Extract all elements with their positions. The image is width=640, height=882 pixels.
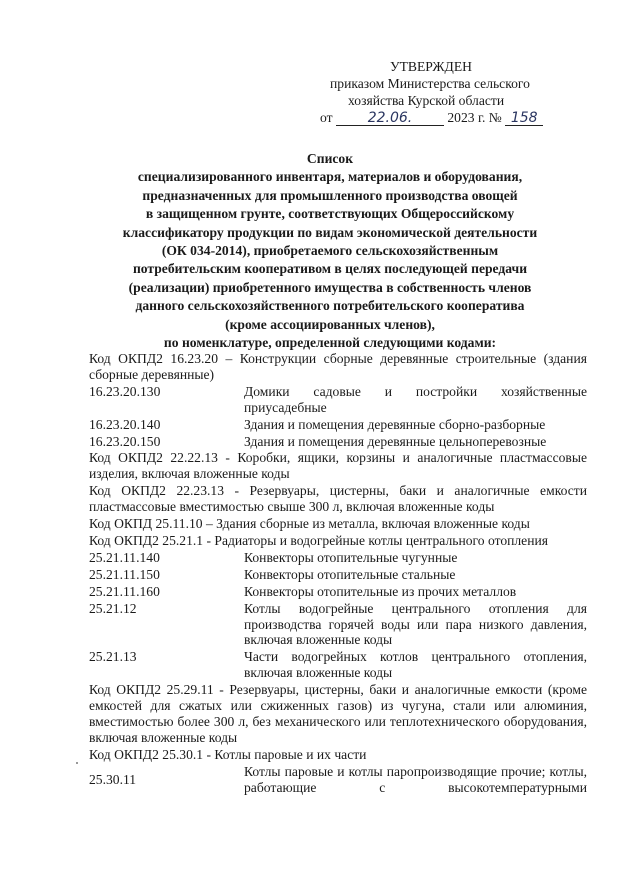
code-group-heading: Код ОКПД2 25.30.1 - Котлы паровые и их части bbox=[89, 746, 367, 762]
code-row bbox=[89, 584, 587, 600]
code-number: 16.23.20.150 bbox=[89, 433, 161, 449]
code-row bbox=[89, 417, 587, 433]
title-line: Список bbox=[306, 151, 354, 166]
code-description: Здания и помещения деревянные цельноперевозные bbox=[244, 433, 547, 449]
title-line: в защищенном грунте, соответствующих Общероссийскому bbox=[145, 206, 515, 222]
title-line: по номенклатуре, определенной следующими кодами: bbox=[163, 335, 497, 351]
code-number: 16.23.20.130 bbox=[89, 383, 161, 399]
code-row bbox=[89, 567, 587, 583]
code-row bbox=[89, 550, 587, 566]
title-line: потребительским кооперативом в целях последующей передачи bbox=[132, 261, 528, 277]
date-field bbox=[336, 111, 444, 126]
approval-date-line bbox=[320, 109, 590, 126]
title-line: данного сельскохозяйственного потребительского кооператива bbox=[135, 298, 525, 314]
handwritten-number: 158 bbox=[510, 110, 538, 126]
code-group-heading: Код ОКПД2 25.21.1 - Радиаторы и водогрейные котлы центрального отопления bbox=[89, 532, 549, 548]
code-description: Домики садовые и постройки хозяйственные приусадебные bbox=[244, 383, 587, 415]
code-row bbox=[89, 434, 587, 450]
code-number: 25.21.11.150 bbox=[89, 566, 160, 582]
number-field bbox=[505, 111, 543, 126]
code-group-heading: Код ОКПД2 16.23.20 – Конструкции сборные деревянные строительные (здания сборные деревянные) bbox=[89, 351, 587, 382]
code-number: 25.21.11.160 bbox=[89, 583, 160, 599]
approval-block bbox=[320, 58, 590, 126]
title-line: (ОК 034-2014), приобретаемого сельскохозяйственным bbox=[161, 243, 499, 259]
code-number: 25.21.13 bbox=[89, 649, 137, 665]
title-line: классификатору продукции по видам экономической деятельности bbox=[122, 224, 538, 240]
title-line: (реализации) приобретенного имущества в собственность членов bbox=[128, 279, 532, 295]
code-number: 25.30.11 bbox=[89, 771, 137, 787]
code-row bbox=[89, 649, 587, 681]
code-group-heading: Код ОКПД2 25.29.11 - Резервуары, цистерны, баки и аналогичные емкости (кроме емкостей для сжатых или сжиженных газов) из чугуна, стали или алюминия, вместимостью более 300 л, без механического или теплотехнического оборудования, включая вложенные коды bbox=[89, 682, 587, 745]
code-description: Котлы водогрейные центрального отопления для производства горячей воды или пара низкого давления, включая вложенные коды bbox=[244, 600, 587, 648]
code-list bbox=[89, 351, 587, 796]
handwritten-date: 22.06. bbox=[367, 110, 413, 126]
code-description: Конвекторы отопительные чугунные bbox=[244, 549, 458, 565]
code-group-heading: Код ОКПД2 22.22.13 - Коробки, ящики, корзины и аналогичные пластмассовые изделия, включая вложенные коды bbox=[89, 450, 587, 482]
code-row bbox=[89, 764, 587, 796]
code-description: Части водогрейных котлов центрального отопления, включая вложенные коды bbox=[244, 649, 587, 681]
from-label: от bbox=[320, 110, 333, 125]
code-group-heading: Код ОКПД2 22.23.13 - Резервуары, цистерны, баки и аналогичные емкости пластмассовые вместимостью свыше 300 л, включая вложенные коды bbox=[89, 483, 587, 515]
code-number: 25.21.12 bbox=[89, 600, 137, 616]
approval-ministry-line: хозяйства Курской области bbox=[348, 93, 505, 108]
code-number: 25.21.11.140 bbox=[89, 549, 160, 565]
code-description: Конвекторы отопительные стальные bbox=[244, 566, 456, 582]
title-line: (кроме ассоциированных членов), bbox=[225, 316, 435, 332]
code-description: Здания и помещения деревянные сборно-разборные bbox=[244, 416, 546, 432]
code-row bbox=[89, 384, 587, 416]
code-number: 16.23.20.140 bbox=[89, 416, 161, 432]
code-description: Котлы паровые и котлы паропроизводящие прочие; котлы, работающие с высокотемпературными bbox=[244, 763, 587, 795]
approved-heading: УТВЕРЖДЕН bbox=[390, 59, 472, 74]
code-description: Конвекторы отопительные из прочих металлов bbox=[244, 583, 517, 599]
title-line: предназначенных для промышленного производства овощей bbox=[142, 187, 518, 203]
year-number-label: 2023 г. № bbox=[447, 110, 502, 125]
scan-speck bbox=[76, 762, 78, 764]
document-title bbox=[80, 150, 580, 352]
approval-order-line: приказом Министерства сельского bbox=[330, 76, 530, 91]
code-row bbox=[89, 601, 587, 649]
title-line: специализированного инвентаря, материалов и оборудования, bbox=[137, 169, 523, 185]
code-group-heading: Код ОКПД 25.11.10 – Здания сборные из металла, включая вложенные коды bbox=[89, 516, 530, 532]
